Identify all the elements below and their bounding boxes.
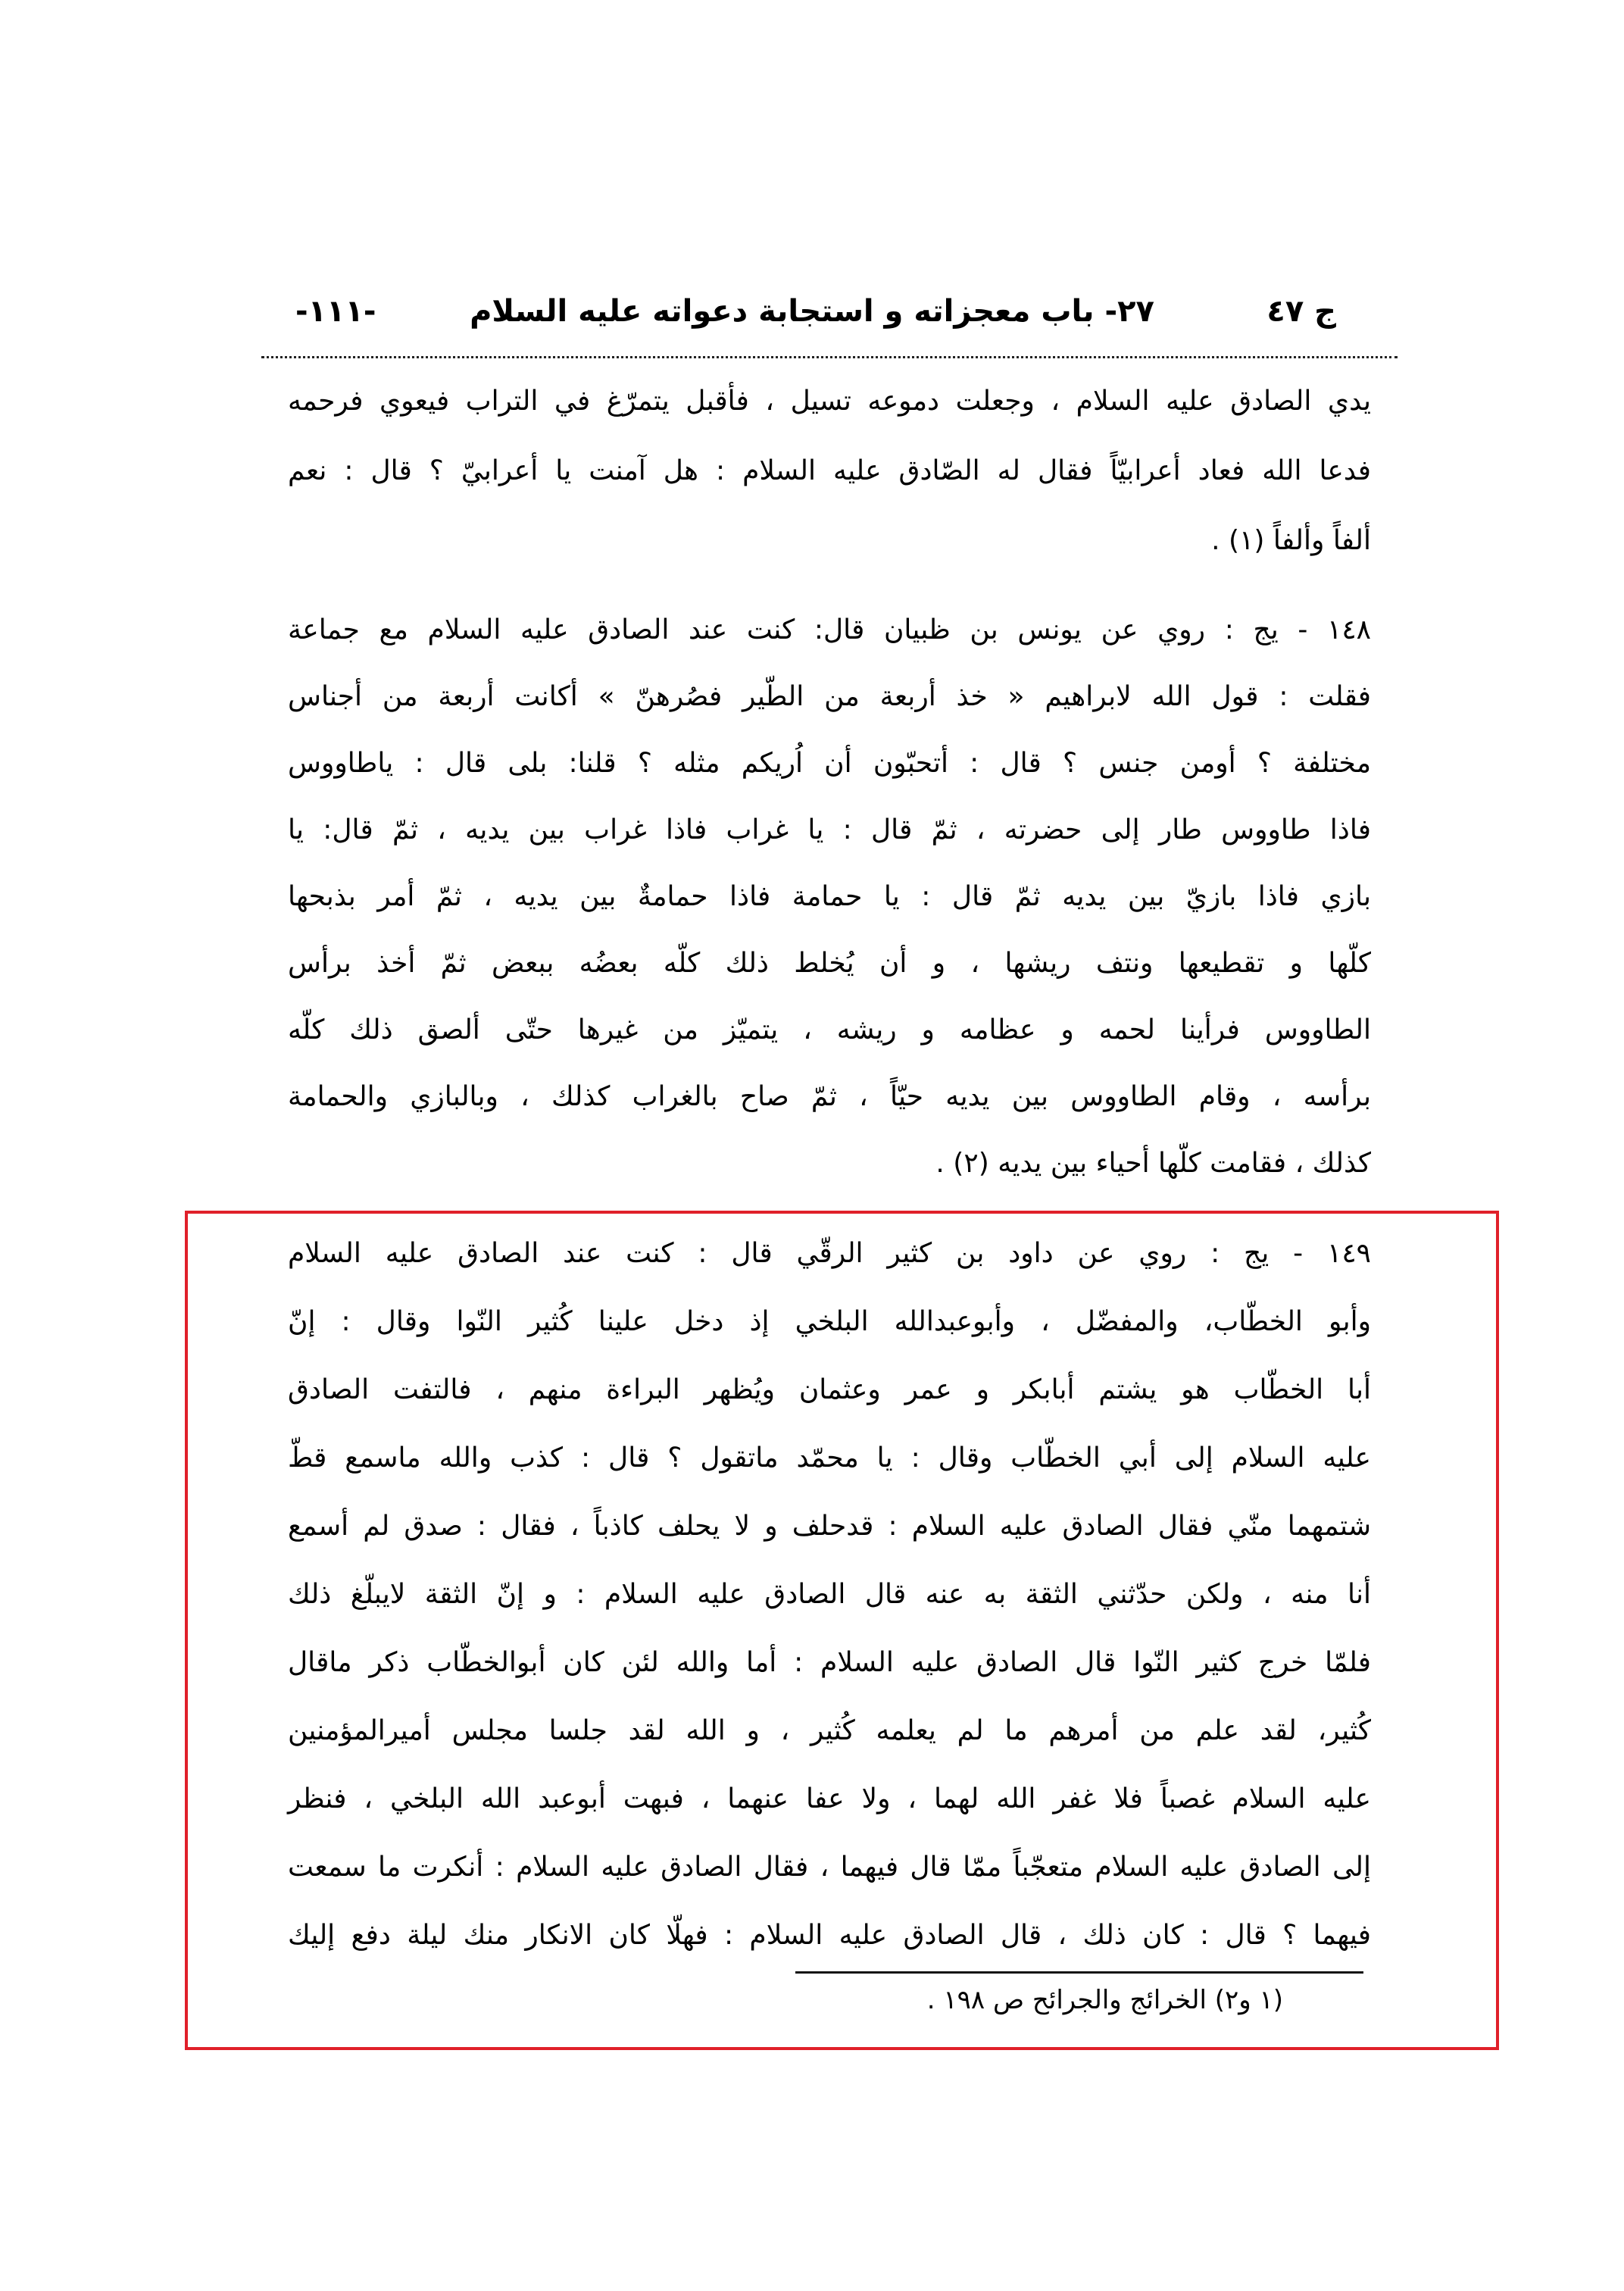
footnote-divider bbox=[795, 1971, 1363, 1974]
text-line: بازي فاذا بازيّ بين يديه ثمّ قال : يا حمامة فاذا حمامةٌ بين يديه ، ثمّ أمر بذبحها bbox=[288, 881, 1371, 912]
text-line: كذلك ، فقامت كلّها أحياء بين يديه (٢) . bbox=[935, 1148, 1371, 1179]
text-line: فاذا طاووس طار إلى حضرته ، ثمّ قال : يا غراب فاذا غراب بين يديه ، ثمّ قال: يا bbox=[288, 814, 1371, 845]
text-line: ١٤٨ - يج : روي عن يونس بن ظبيان قال: كنت عند الصادق عليه السلام مع جماعة bbox=[288, 614, 1371, 645]
text-line: أنا منه ، ولكن حدّثني الثقة به عنه قال الصادق عليه السلام : و إنّ الثقة لايبلّغ ذلك bbox=[288, 1579, 1371, 1610]
text-line: أبا الخطّاب هو يشتم أبابكر و عمر وعثمان ويُظهر البراءة منهم ، فالتفت الصادق bbox=[288, 1374, 1371, 1405]
text-line: فدعا الله فعاد أعرابيّاً فقال له الصّادق عليه السلام : هل آمنت يا أعرابيّ ؟ قال : نعم bbox=[288, 455, 1371, 486]
text-line: فلمّا خرج كثير النّوا قال الصادق عليه السلام : أما والله لئن كان أبوالخطّاب ذكر ماقال bbox=[288, 1647, 1371, 1678]
text-line: ١٤٩ - يج : روي عن داود بن كثير الرقّي قال : كنت عند الصادق عليه السلام bbox=[288, 1238, 1371, 1269]
footnote: (١ و٢) الخرائج والجرائح ص ١٩٨ . bbox=[926, 1985, 1283, 2015]
text-line: عليه السلام غصباً فلا غفر الله لهما ، ولا عفا عنهما ، فبهت أبوعبد الله البلخي ، فنظر bbox=[288, 1783, 1371, 1814]
text-line: ألفاً وألفاً (١) . bbox=[1211, 525, 1371, 556]
text-line: وأبو الخطّاب، والمفضّل ، وأبوعبدالله البلخي إذ دخل علينا كُثير النّوا وقال : إنّ bbox=[288, 1306, 1371, 1337]
text-line: فيهما ؟ قال : كان ذلك ، قال الصادق عليه السلام : فهلّا كان الانكار منك ليلة دفع إليك bbox=[288, 1920, 1371, 1951]
header-divider bbox=[261, 356, 1398, 358]
text-line: شتمهما منّي فقال الصادق عليه السلام : قدحلف و لا يحلف كاذباً ، فقال : صدق لم أسمع bbox=[288, 1511, 1371, 1542]
text-line: يدي الصادق عليه السلام ، وجعلت دموعه تسيل ، فأقبل يتمرّغ في التراب فيعوي فرحمه bbox=[288, 386, 1371, 417]
text-line: كُثير، لقد علم من أمرهم ما لم يعلمه كُثير ، و الله لقد جلسا مجلس أميرالمؤمنين bbox=[288, 1715, 1371, 1746]
text-line: إلى الصادق عليه السلام متعجّباً ممّا قال فيهما ، فقال الصادق عليه السلام : أنكرت ما سمعت bbox=[288, 1852, 1371, 1883]
volume-label: ج ٤٧ bbox=[1266, 294, 1336, 329]
highlight-box bbox=[185, 1211, 1499, 2050]
text-line: الطاووس فرأينا لحمه و عظامه و ريشه ، يتميّز من غيرها حتّى ألصق ذلك كلّه bbox=[288, 1014, 1371, 1045]
chapter-title: ٢٧- باب معجزاته و استجابة دعواته عليه السلام bbox=[470, 294, 1154, 329]
text-line: مختلفة ؟ أومن جنس ؟ قال : أتحبّون أن اُريكم مثله ؟ قلنا: بلى قال : ياطاووس bbox=[288, 748, 1371, 779]
page-number: -١١١- bbox=[295, 294, 376, 329]
text-line: كلّها و تقطيعها ونتف ريشها ، و أن يُخلط ذلك كلّه بعضُه ببعض ثمّ أخذ برأس bbox=[288, 948, 1371, 979]
text-line: عليه السلام إلى أبي الخطّاب وقال : يا محمّد ماتقول ؟ قال : كذب والله ماسمع قطّ bbox=[288, 1442, 1371, 1474]
text-line: برأسه ، وقام الطاووس بين يديه حيّاً ، ثمّ صاح بالغراب كذلك ، وبالبازي والحمامة bbox=[288, 1081, 1371, 1112]
text-line: فقلت : قول الله لابراهيم « خذ أربعة من الطّير فصُرهنّ » أكانت أربعة من أجناس bbox=[288, 681, 1371, 712]
